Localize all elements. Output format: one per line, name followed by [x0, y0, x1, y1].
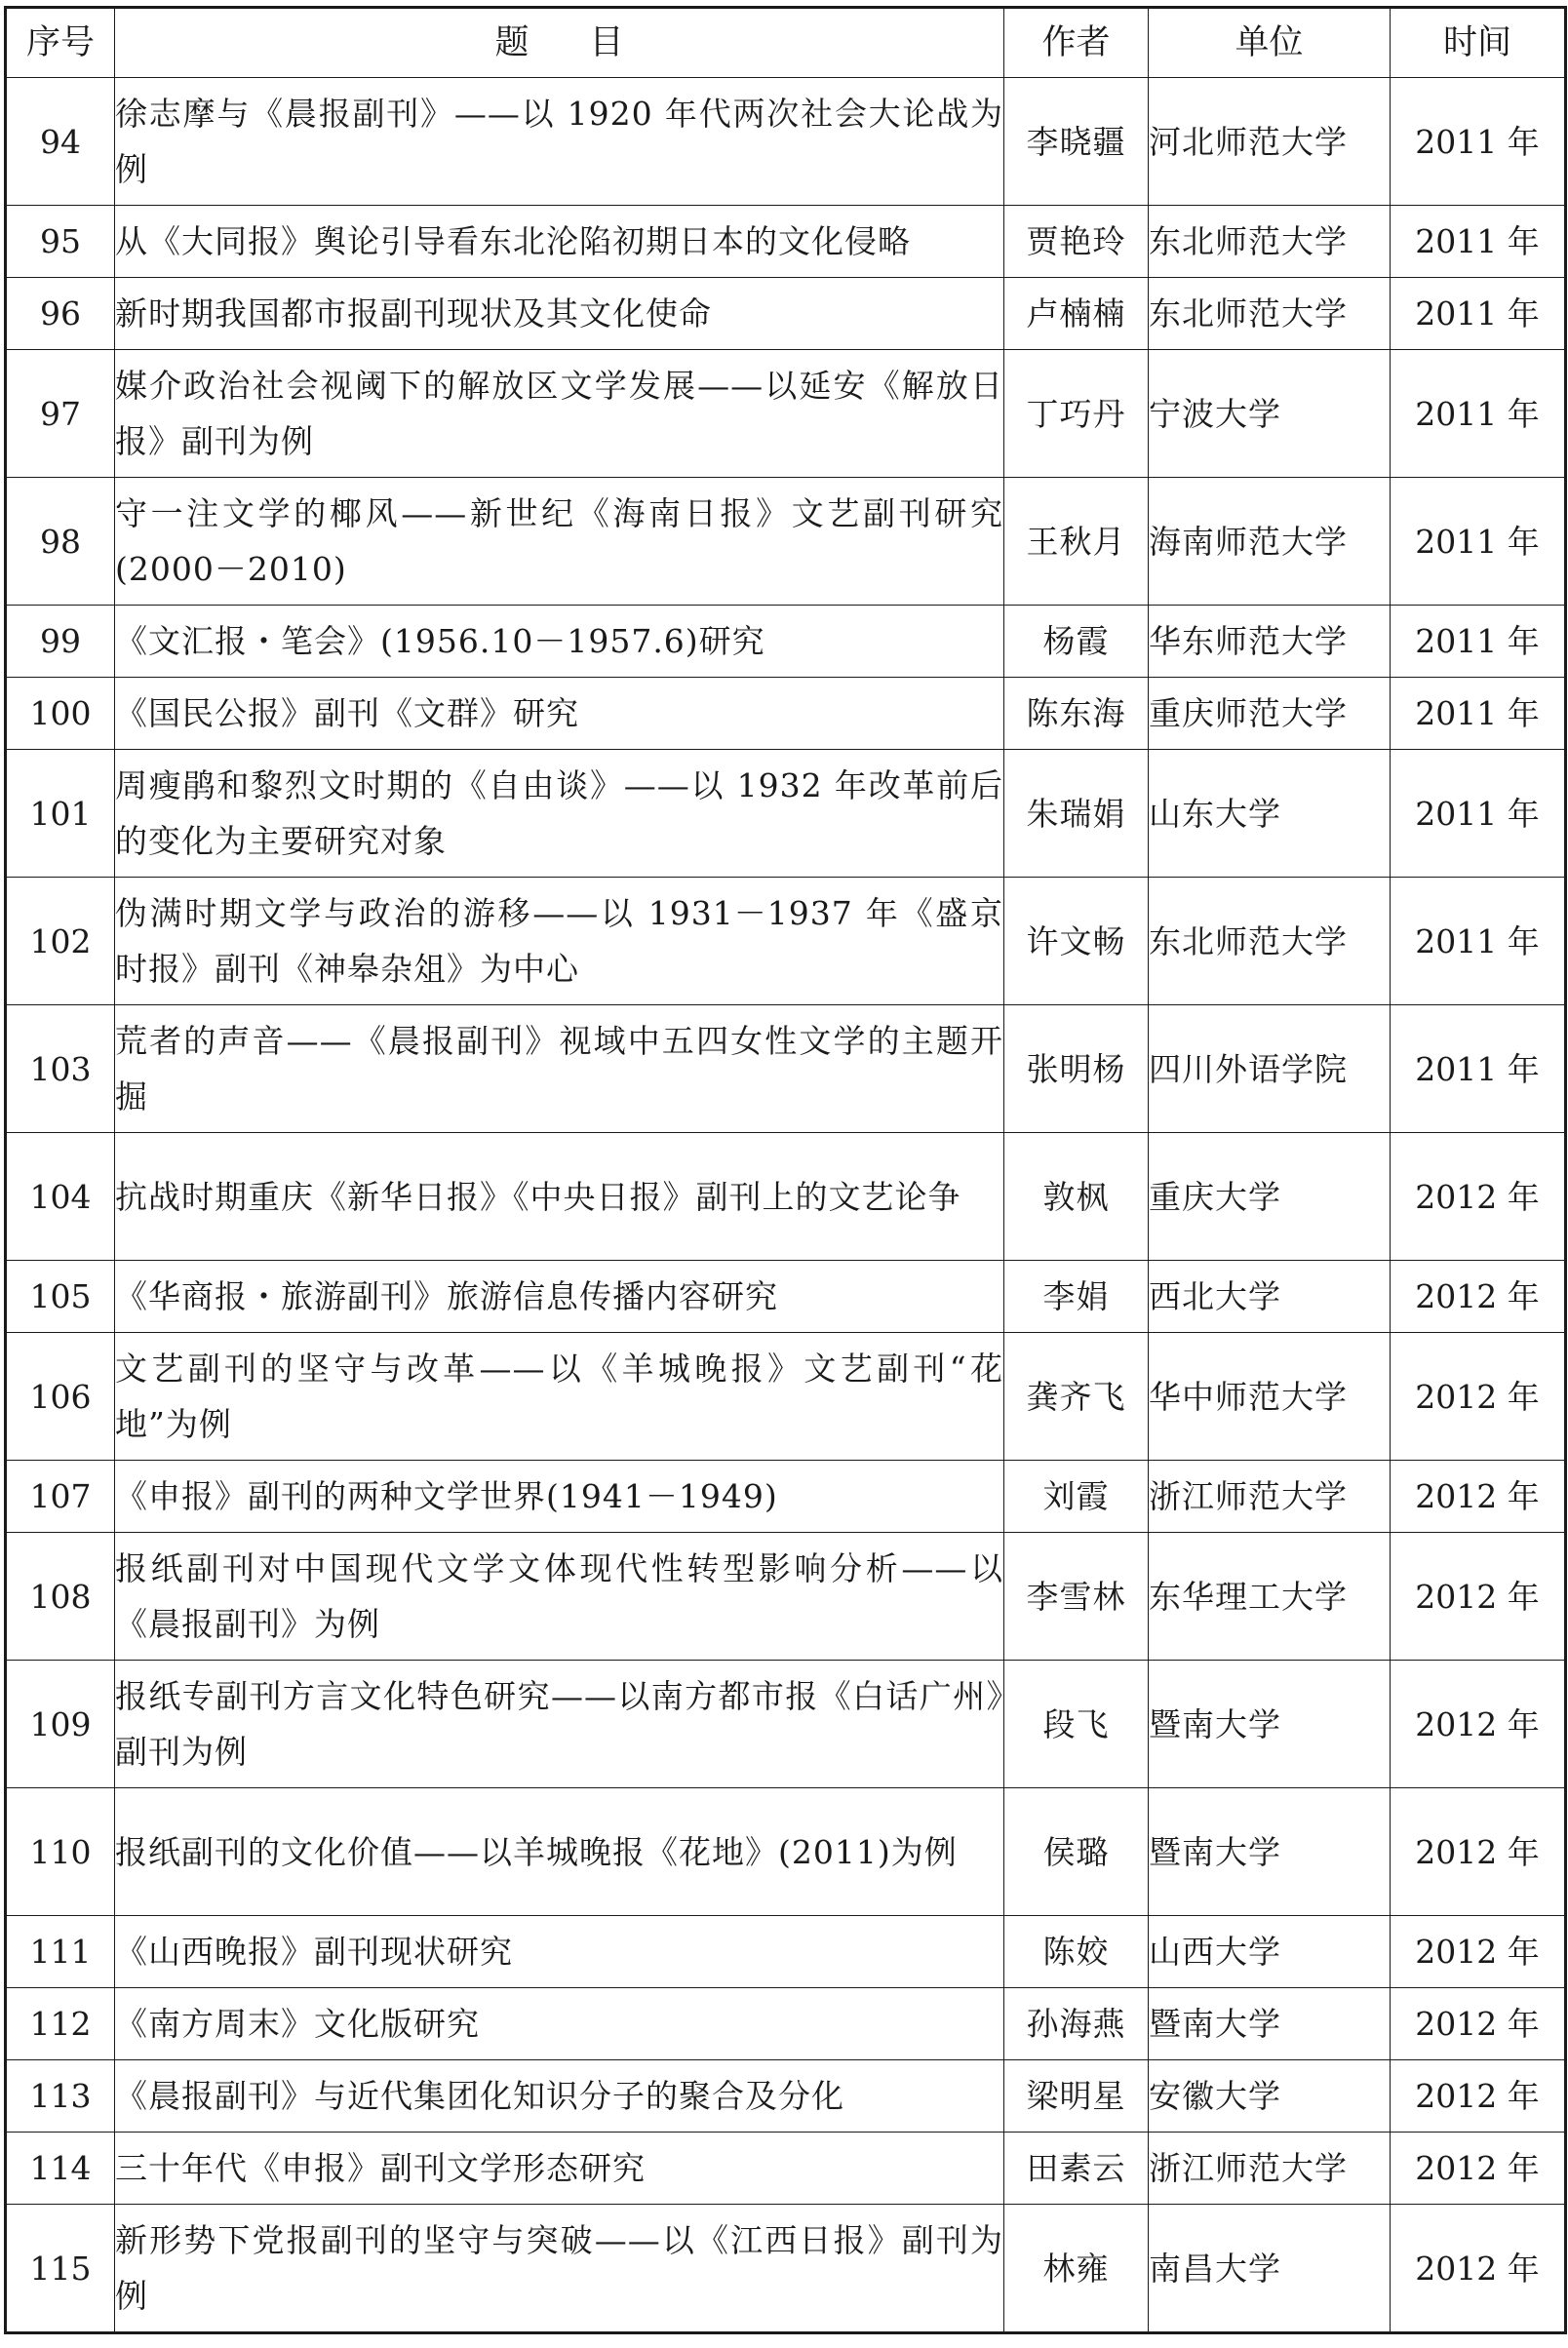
row-author: 李雪林 [1004, 1533, 1149, 1661]
row-number: 102 [6, 878, 115, 1005]
row-author: 刘霞 [1004, 1461, 1149, 1533]
table-row [6, 1261, 1566, 1333]
row-number: 107 [6, 1461, 115, 1533]
table-row [6, 1133, 1566, 1261]
row-title: 《文汇报・笔会》(1956.10－1957.6)研究 [115, 606, 1004, 678]
row-author: 朱瑞娟 [1004, 750, 1149, 878]
row-author: 陈姣 [1004, 1916, 1149, 1988]
row-year: 2012 年 [1391, 1533, 1566, 1661]
table-row [6, 1916, 1566, 1988]
row-title: 《华商报・旅游副刊》旅游信息传播内容研究 [115, 1261, 1004, 1333]
table-row [6, 2205, 1566, 2333]
row-number: 99 [6, 606, 115, 678]
row-year: 2012 年 [1391, 1916, 1566, 1988]
table-row [6, 678, 1566, 750]
row-year: 2012 年 [1391, 2133, 1566, 2205]
row-author: 许文畅 [1004, 878, 1149, 1005]
row-title: 《南方周末》文化版研究 [115, 1988, 1004, 2060]
row-title: 《晨报副刊》与近代集团化知识分子的聚合及分化 [115, 2060, 1004, 2133]
row-unit: 山西大学 [1149, 1916, 1391, 1988]
row-year: 2011 年 [1391, 206, 1566, 278]
row-title: 《国民公报》副刊《文群》研究 [115, 678, 1004, 750]
row-year: 2012 年 [1391, 1788, 1566, 1916]
row-number: 97 [6, 350, 115, 478]
row-number: 105 [6, 1261, 115, 1333]
row-number: 108 [6, 1533, 115, 1661]
row-title: 新形势下党报副刊的坚守与突破——以《江西日报》副刊为例 [115, 2205, 1004, 2333]
table-row [6, 478, 1566, 606]
row-unit: 暨南大学 [1149, 1661, 1391, 1788]
table-row [6, 1461, 1566, 1533]
row-unit: 西北大学 [1149, 1261, 1391, 1333]
row-title: 抗战时期重庆《新华日报》《中央日报》副刊上的文艺论争 [115, 1133, 1004, 1261]
row-unit: 华中师范大学 [1149, 1333, 1391, 1461]
row-unit: 河北师范大学 [1149, 78, 1391, 206]
row-unit: 重庆大学 [1149, 1133, 1391, 1261]
row-year: 2011 年 [1391, 350, 1566, 478]
row-unit: 东北师范大学 [1149, 278, 1391, 350]
row-number: 100 [6, 678, 115, 750]
row-number: 103 [6, 1005, 115, 1133]
table-row [6, 878, 1566, 1005]
row-unit: 东北师范大学 [1149, 206, 1391, 278]
row-number: 104 [6, 1133, 115, 1261]
row-number: 106 [6, 1333, 115, 1461]
row-number: 111 [6, 1916, 115, 1988]
row-title: 新时期我国都市报副刊现状及其文化使命 [115, 278, 1004, 350]
row-year: 2011 年 [1391, 478, 1566, 606]
row-title: 三十年代《申报》副刊文学形态研究 [115, 2133, 1004, 2205]
row-author: 李晓疆 [1004, 78, 1149, 206]
row-author: 田素云 [1004, 2133, 1149, 2205]
row-number: 109 [6, 1661, 115, 1788]
row-number: 98 [6, 478, 115, 606]
row-unit: 四川外语学院 [1149, 1005, 1391, 1133]
row-year: 2011 年 [1391, 678, 1566, 750]
table-row [6, 2060, 1566, 2133]
table-row [6, 350, 1566, 478]
header-author: 作者 [1004, 8, 1149, 78]
table-row [6, 206, 1566, 278]
row-year: 2012 年 [1391, 1661, 1566, 1788]
row-year: 2012 年 [1391, 1988, 1566, 2060]
row-title: 文艺副刊的坚守与改革——以《羊城晚报》文艺副刊“花地”为例 [115, 1333, 1004, 1461]
header-title-text: 题目 [494, 22, 685, 62]
row-unit: 宁波大学 [1149, 350, 1391, 478]
table-row [6, 750, 1566, 878]
row-unit: 暨南大学 [1149, 1788, 1391, 1916]
header-year: 时间 [1391, 8, 1566, 78]
table-row [6, 78, 1566, 206]
row-title: 报纸专副刊方言文化特色研究——以南方都市报《白话广州》副刊为例 [115, 1661, 1004, 1788]
row-year: 2012 年 [1391, 1333, 1566, 1461]
row-unit: 南昌大学 [1149, 2205, 1391, 2333]
row-number: 110 [6, 1788, 115, 1916]
table-row [6, 606, 1566, 678]
row-year: 2011 年 [1391, 278, 1566, 350]
row-number: 101 [6, 750, 115, 878]
row-unit: 海南师范大学 [1149, 478, 1391, 606]
table-row [6, 1788, 1566, 1916]
row-number: 114 [6, 2133, 115, 2205]
row-author: 贾艳玲 [1004, 206, 1149, 278]
row-author: 侯璐 [1004, 1788, 1149, 1916]
row-number: 96 [6, 278, 115, 350]
row-unit: 东华理工大学 [1149, 1533, 1391, 1661]
table-row [6, 1333, 1566, 1461]
row-number: 94 [6, 78, 115, 206]
row-title: 徐志摩与《晨报副刊》——以 1920 年代两次社会大论战为例 [115, 78, 1004, 206]
row-author: 王秋月 [1004, 478, 1149, 606]
row-title: 从《大同报》舆论引导看东北沦陷初期日本的文化侵略 [115, 206, 1004, 278]
row-title: 荒者的声音——《晨报副刊》视域中五四女性文学的主题开掘 [115, 1005, 1004, 1133]
row-year: 2011 年 [1391, 606, 1566, 678]
row-unit: 浙江师范大学 [1149, 2133, 1391, 2205]
row-unit: 东北师范大学 [1149, 878, 1391, 1005]
row-year: 2011 年 [1391, 750, 1566, 878]
row-author: 段飞 [1004, 1661, 1149, 1788]
row-year: 2011 年 [1391, 78, 1566, 206]
row-unit: 华东师范大学 [1149, 606, 1391, 678]
header-no: 序号 [6, 8, 115, 78]
row-title: 《申报》副刊的两种文学世界(1941－1949) [115, 1461, 1004, 1533]
row-year: 2012 年 [1391, 2060, 1566, 2133]
row-title: 周瘦鹃和黎烈文时期的《自由谈》——以 1932 年改革前后的变化为主要研究对象 [115, 750, 1004, 878]
row-author: 杨霞 [1004, 606, 1149, 678]
row-title: 报纸副刊的文化价值——以羊城晚报《花地》(2011)为例 [115, 1788, 1004, 1916]
row-year: 2011 年 [1391, 878, 1566, 1005]
row-author: 丁巧丹 [1004, 350, 1149, 478]
row-unit: 山东大学 [1149, 750, 1391, 878]
row-author: 张明杨 [1004, 1005, 1149, 1133]
row-year: 2011 年 [1391, 1005, 1566, 1133]
table-header-row [6, 8, 1566, 78]
row-number: 115 [6, 2205, 115, 2333]
row-unit: 安徽大学 [1149, 2060, 1391, 2133]
header-title [115, 8, 1004, 78]
row-title: 伪满时期文学与政治的游移——以 1931－1937 年《盛京时报》副刊《神皋杂俎》为中心 [115, 878, 1004, 1005]
thesis-table [4, 6, 1567, 2334]
row-author: 敦枫 [1004, 1133, 1149, 1261]
table-row [6, 1533, 1566, 1661]
table-body [6, 78, 1566, 2333]
table-row [6, 1661, 1566, 1788]
row-number: 113 [6, 2060, 115, 2133]
row-author: 梁明星 [1004, 2060, 1149, 2133]
row-year: 2012 年 [1391, 1261, 1566, 1333]
row-year: 2012 年 [1391, 1461, 1566, 1533]
row-year: 2012 年 [1391, 2205, 1566, 2333]
row-title: 《山西晚报》副刊现状研究 [115, 1916, 1004, 1988]
row-year: 2012 年 [1391, 1133, 1566, 1261]
row-unit: 暨南大学 [1149, 1988, 1391, 2060]
table-row [6, 278, 1566, 350]
row-author: 龚齐飞 [1004, 1333, 1149, 1461]
row-unit: 重庆师范大学 [1149, 678, 1391, 750]
row-title: 报纸副刊对中国现代文学文体现代性转型影响分析——以《晨报副刊》为例 [115, 1533, 1004, 1661]
row-author: 孙海燕 [1004, 1988, 1149, 2060]
row-author: 卢楠楠 [1004, 278, 1149, 350]
row-title: 媒介政治社会视阈下的解放区文学发展——以延安《解放日报》副刊为例 [115, 350, 1004, 478]
header-unit: 单位 [1149, 8, 1391, 78]
row-author: 李娟 [1004, 1261, 1149, 1333]
row-number: 95 [6, 206, 115, 278]
table-row [6, 1005, 1566, 1133]
table-row [6, 1988, 1566, 2060]
row-unit: 浙江师范大学 [1149, 1461, 1391, 1533]
row-author: 林雍 [1004, 2205, 1149, 2333]
row-title: 守一注文学的椰风——新世纪《海南日报》文艺副刊研究(2000－2010) [115, 478, 1004, 606]
row-author: 陈东海 [1004, 678, 1149, 750]
table-row [6, 2133, 1566, 2205]
row-number: 112 [6, 1988, 115, 2060]
